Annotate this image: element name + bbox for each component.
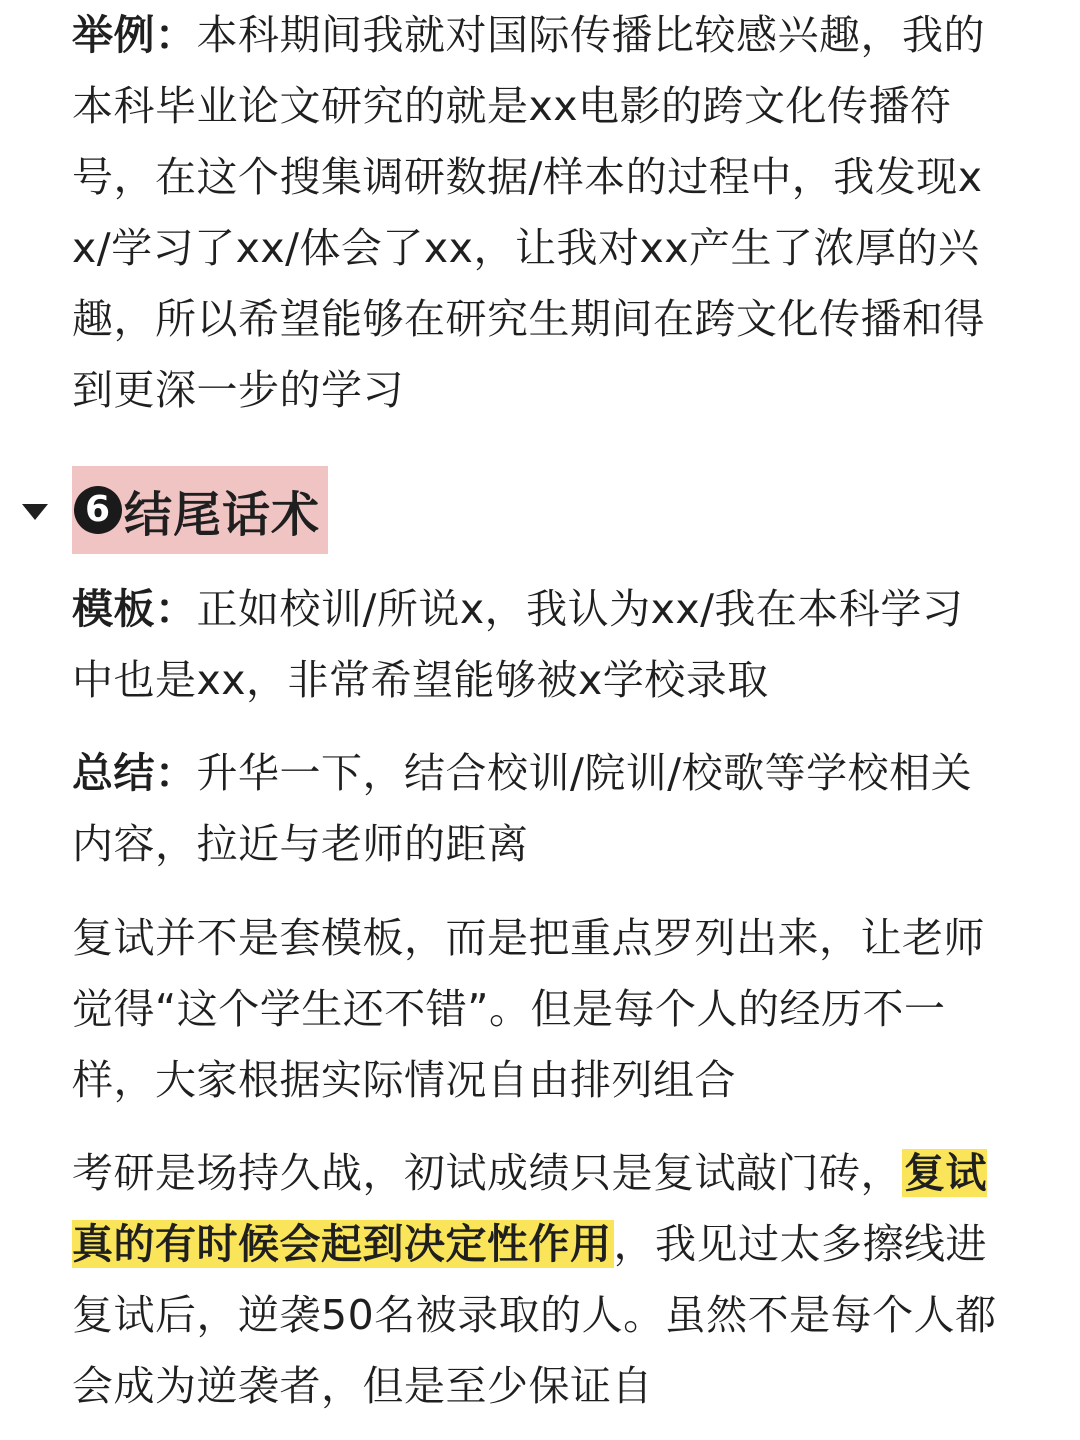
section-heading: [72, 466, 328, 554]
section-title: 结尾话术: [124, 486, 321, 543]
section-number-badge: 6: [74, 486, 122, 534]
advice-paragraph: [72, 903, 1002, 1116]
summary-paragraph: [72, 738, 1002, 880]
advice-text: 复试并不是套模板，而是把重点罗列出来，让老师觉得“这个学生还不错”。但是每个人的经历不一样，大家根据实际情况自由排列组合: [72, 914, 985, 1104]
summary-text: 升华一下，结合校训/院训/校歌等学校相关内容，拉近与老师的距离: [72, 749, 973, 868]
example-text: 本科期间我就对国际传播比较感兴趣，我的本科毕业论文研究的就是xx电影的跨文化传播符号，在这个搜集调研数据/样本的过程中，我发现xx/学习了xx/体会了xx，让我对xx产生了浓厚的兴趣，所以希望能够在研究生期间在跨文化传播和得到更深一步的学习: [72, 11, 985, 414]
highlighted-text: 复试真的有时候会起到决定性作用: [72, 1149, 987, 1268]
template-label: 模板：: [72, 585, 197, 633]
template-paragraph: [72, 574, 1002, 716]
summary-label: 总结：: [72, 749, 197, 797]
example-label: 举例：: [72, 11, 197, 59]
collapse-toggle-icon[interactable]: [22, 504, 48, 520]
section-heading-row: [22, 466, 328, 554]
example-paragraph: [72, 0, 1002, 426]
closing-text-after: ，我见过太多擦线进复试后，逆袭50名被录取的人。虽然不是每个人都会成为逆袭者，但是至少保证自: [72, 1220, 997, 1410]
closing-text-before: 考研是场持久战，初试成绩只是复试敲门砖，: [72, 1149, 902, 1197]
closing-paragraph: [72, 1138, 1002, 1422]
template-text: 正如校训/所说x，我认为xx/我在本科学习中也是xx，非常希望能够被x学校录取: [72, 585, 964, 704]
